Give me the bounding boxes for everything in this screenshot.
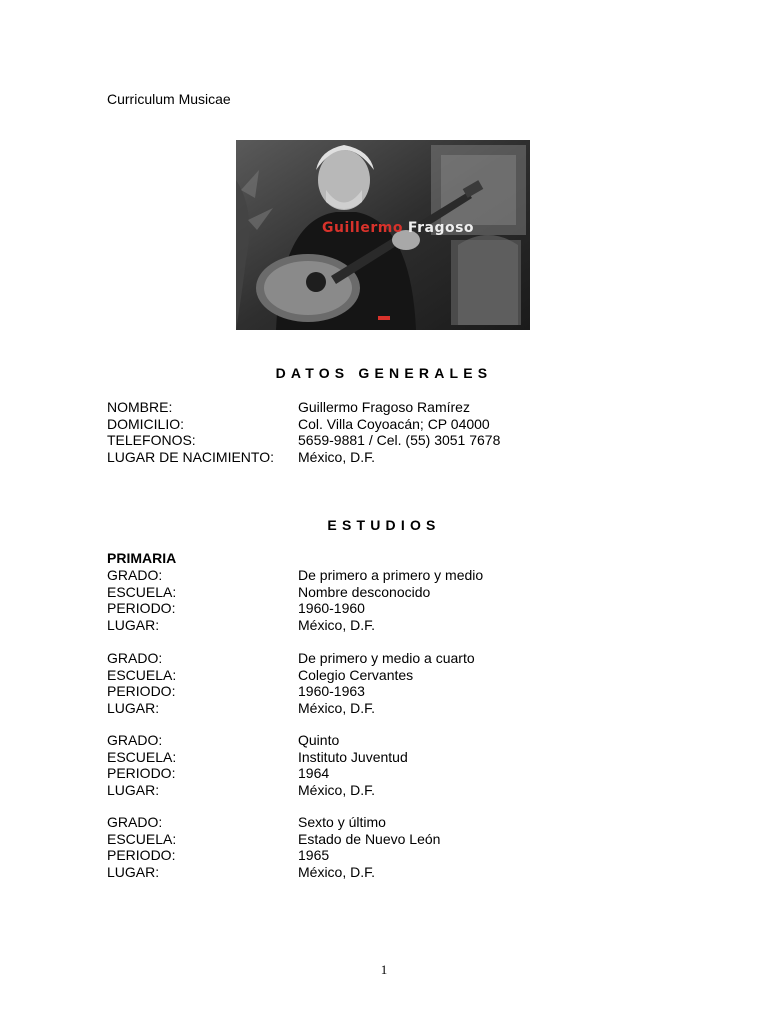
- field-value: Sexto y último: [298, 814, 386, 830]
- field-row-grado: [107, 567, 483, 584]
- photo-caption-first-name: Guillermo: [322, 220, 403, 236]
- estudios-entry-3: [107, 732, 408, 798]
- field-row-telefonos: [107, 432, 500, 449]
- field-value: Nombre desconocido: [298, 583, 431, 600]
- field-row-periodo: [107, 847, 440, 864]
- field-value: 1964: [298, 765, 330, 781]
- field-row-periodo: [107, 765, 408, 782]
- field-label: ESCUELA:: [107, 583, 177, 600]
- field-label: DOMICILIO:: [107, 415, 185, 432]
- field-row-escuela: [107, 749, 408, 766]
- field-label: PERIODO:: [107, 600, 176, 616]
- field-label: GRADO:: [107, 732, 163, 748]
- field-label: GRADO:: [107, 567, 163, 583]
- field-label: NOMBRE:: [107, 399, 173, 415]
- field-value: Guillermo Fragoso Ramírez: [298, 399, 470, 415]
- estudios-entry-4: [107, 814, 440, 880]
- field-label: GRADO:: [107, 814, 163, 830]
- estudios-entry-2: [107, 650, 475, 716]
- field-value: Instituto Juventud: [298, 748, 408, 765]
- field-value: 1965: [298, 847, 330, 863]
- field-label: ESCUELA:: [107, 830, 177, 847]
- field-label: LUGAR DE NACIMIENTO:: [107, 448, 274, 465]
- primaria-heading: PRIMARIA: [107, 550, 177, 566]
- field-value: 1960-1960: [298, 600, 365, 616]
- field-label: LUGAR:: [107, 781, 160, 798]
- field-value: De primero y medio a cuarto: [298, 650, 475, 666]
- field-value: 5659-9881 / Cel. (55) 3051 7678: [298, 432, 501, 448]
- field-value: México, D.F.: [298, 616, 376, 633]
- field-value: 1960-1963: [298, 683, 365, 699]
- section-title-estudios: ESTUDIOS: [327, 517, 441, 533]
- photo-caption: [322, 220, 474, 236]
- field-row-escuela: [107, 831, 440, 848]
- datos-generales-table: [107, 399, 500, 465]
- musician-photo: [236, 140, 530, 330]
- field-value: México, D.F.: [298, 863, 376, 880]
- photo-caption-last-name: Fragoso: [407, 220, 475, 236]
- field-label: PERIODO:: [107, 683, 176, 699]
- field-value: De primero a primero y medio: [298, 567, 484, 583]
- section-title-datos-generales: DATOS GENERALES: [275, 365, 493, 381]
- field-row-grado: [107, 732, 408, 749]
- field-label: TELEFONOS:: [107, 432, 196, 448]
- field-label: ESCUELA:: [107, 666, 177, 683]
- field-value: México, D.F.: [298, 781, 376, 798]
- field-row-lugar-de-nacimiento: [107, 449, 500, 466]
- field-row-domicilio: [107, 416, 500, 433]
- field-label: PERIODO:: [107, 765, 176, 781]
- field-row-lugar: [107, 617, 483, 634]
- field-value: Estado de Nuevo León: [298, 830, 441, 847]
- field-label: LUGAR:: [107, 863, 160, 880]
- field-row-grado: [107, 814, 440, 831]
- page-number: 1: [380, 962, 388, 977]
- field-value: Quinto: [298, 732, 340, 748]
- field-row-grado: [107, 650, 475, 667]
- field-row-periodo: [107, 683, 475, 700]
- estudios-entry-1: [107, 567, 483, 633]
- field-value: Col. Villa Coyoacán; CP 04000: [298, 415, 490, 432]
- field-label: PERIODO:: [107, 847, 176, 863]
- field-label: LUGAR:: [107, 616, 160, 633]
- field-row-nombre: [107, 399, 500, 416]
- field-row-lugar: [107, 864, 440, 881]
- field-label: GRADO:: [107, 650, 163, 666]
- field-label: ESCUELA:: [107, 748, 177, 765]
- field-row-lugar: [107, 782, 408, 799]
- field-row-lugar: [107, 700, 475, 717]
- field-label: LUGAR:: [107, 699, 160, 716]
- document-heading: Curriculum Musicae: [107, 91, 231, 107]
- field-value: Colegio Cervantes: [298, 666, 414, 683]
- field-row-escuela: [107, 667, 475, 684]
- field-value: México, D.F.: [298, 699, 376, 716]
- field-value: México, D.F.: [298, 448, 376, 465]
- field-row-escuela: [107, 584, 483, 601]
- field-row-periodo: [107, 600, 483, 617]
